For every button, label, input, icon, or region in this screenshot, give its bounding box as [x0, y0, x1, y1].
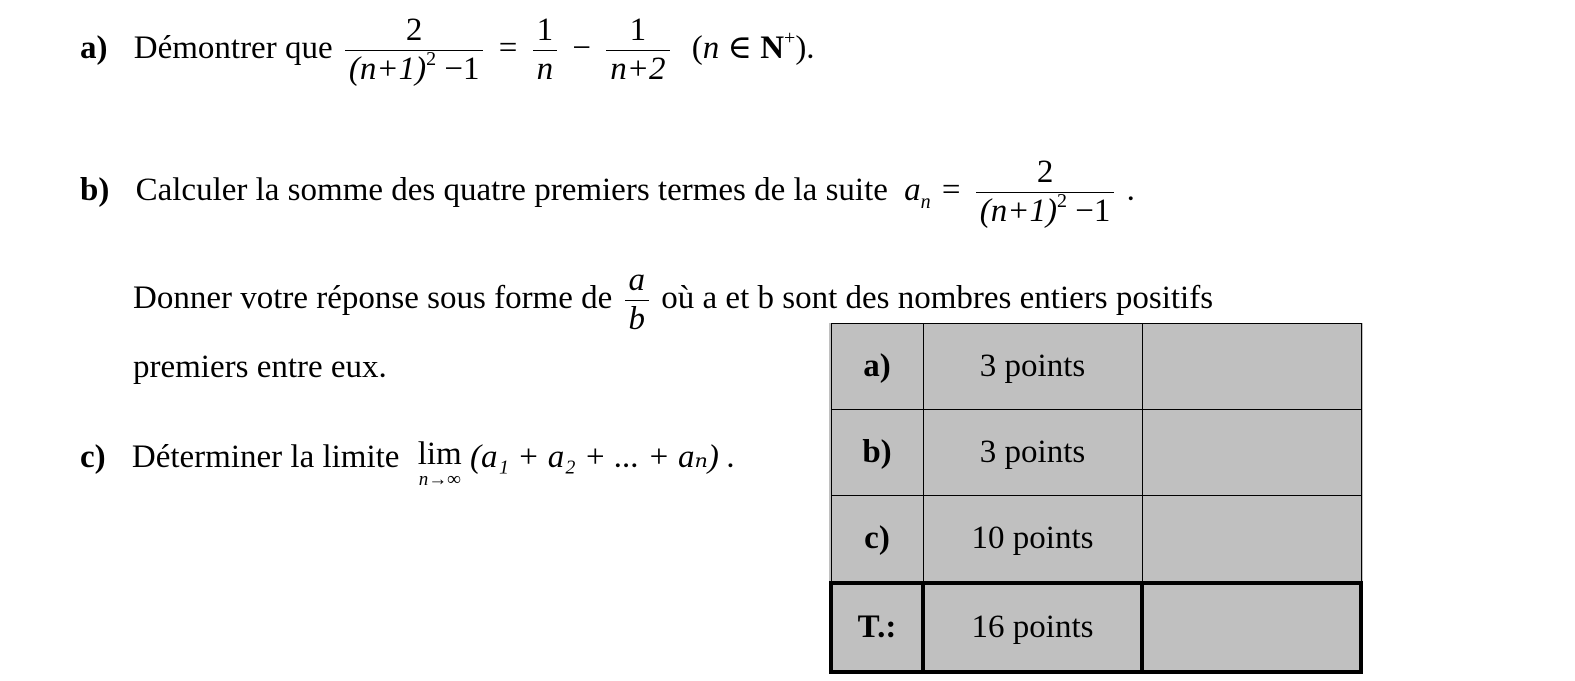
sequence-sub: n — [920, 191, 931, 214]
fraction-b-numerator: 2 — [1036, 154, 1054, 190]
domain-in: ∈ — [719, 30, 761, 67]
fraction-b-den-exp: 2 — [1057, 189, 1068, 212]
score-table — [829, 323, 1363, 674]
fraction-a3-denominator: n+2 — [606, 50, 669, 89]
score-points: 3 points — [923, 410, 1142, 496]
limit-sub: n→∞ — [418, 469, 461, 490]
score-total-cell — [1142, 583, 1361, 672]
fraction-a1-den-base: (n+1) — [348, 50, 427, 87]
score-row-a — [831, 324, 1361, 410]
part-b-line2-post: où a et b sont des nombres entiers positifs — [661, 280, 1214, 317]
part-a-text: Démontrer que — [133, 30, 333, 67]
part-c-line — [80, 436, 735, 491]
score-row-total — [831, 583, 1361, 672]
fraction-a1-den-tail: −1 — [436, 50, 480, 87]
part-a-line — [80, 12, 815, 89]
score-points: 10 points — [923, 496, 1142, 584]
sequence-var: a — [904, 172, 921, 209]
fraction-a3 — [606, 12, 669, 89]
fraction-a2-numerator: 1 — [536, 12, 554, 48]
score-total-part: T.: — [831, 583, 923, 672]
score-points: 3 points — [923, 324, 1142, 410]
fraction-b-den-tail: −1 — [1067, 192, 1111, 229]
domain-sup: + — [784, 27, 796, 50]
part-b-label: b) — [80, 172, 110, 209]
domain-expression — [691, 27, 815, 67]
fraction-a1-denominator — [345, 47, 484, 89]
fraction-ab-numerator: a — [628, 262, 646, 298]
score-cell — [1142, 496, 1361, 584]
limit-lim: lim — [417, 436, 462, 472]
score-part: b) — [831, 410, 923, 496]
domain-set: N — [760, 30, 785, 67]
fraction-a1 — [345, 12, 484, 89]
fraction-ab-denominator: b — [625, 300, 650, 339]
fraction-ab — [625, 262, 650, 339]
fraction-a2 — [533, 12, 558, 89]
minus-sign: − — [572, 30, 591, 67]
part-b-line3: premiers entre eux. — [133, 349, 387, 385]
period: . — [1126, 172, 1135, 209]
sequence-term — [904, 172, 931, 214]
limit-expression: (a₁ + a₂ + ... + aₙ) . — [469, 439, 736, 475]
score-part: a) — [831, 324, 923, 410]
score-row-b — [831, 410, 1361, 496]
domain-close: ). — [795, 30, 815, 67]
score-row-c — [831, 496, 1361, 584]
fraction-a1-numerator: 2 — [405, 12, 423, 48]
domain-open: ( — [691, 30, 703, 67]
fraction-b-denominator — [976, 189, 1115, 231]
part-b-text: Calculer la somme des quatre premiers termes de la suite — [135, 172, 888, 209]
limit-operator — [418, 436, 462, 491]
score-cell — [1142, 410, 1361, 496]
part-c-label: c) — [80, 439, 106, 475]
part-b-line2-pre: Donner votre réponse sous forme de — [133, 280, 613, 317]
part-a-label: a) — [80, 30, 108, 67]
score-part: c) — [831, 496, 923, 584]
fraction-b-den-base: (n+1) — [979, 192, 1058, 229]
part-c-text: Déterminer la limite — [131, 439, 400, 475]
score-cell — [1142, 324, 1361, 410]
domain-var: n — [702, 30, 720, 67]
equals-sign: = — [498, 30, 518, 67]
equals-sign-b: = — [941, 172, 961, 209]
part-b-line1 — [80, 154, 1135, 231]
fraction-b — [976, 154, 1115, 231]
fraction-a2-denominator: n — [533, 50, 558, 89]
score-total-points: 16 points — [923, 583, 1142, 672]
fraction-a1-den-exp: 2 — [426, 47, 437, 70]
fraction-a3-numerator: 1 — [629, 12, 647, 48]
